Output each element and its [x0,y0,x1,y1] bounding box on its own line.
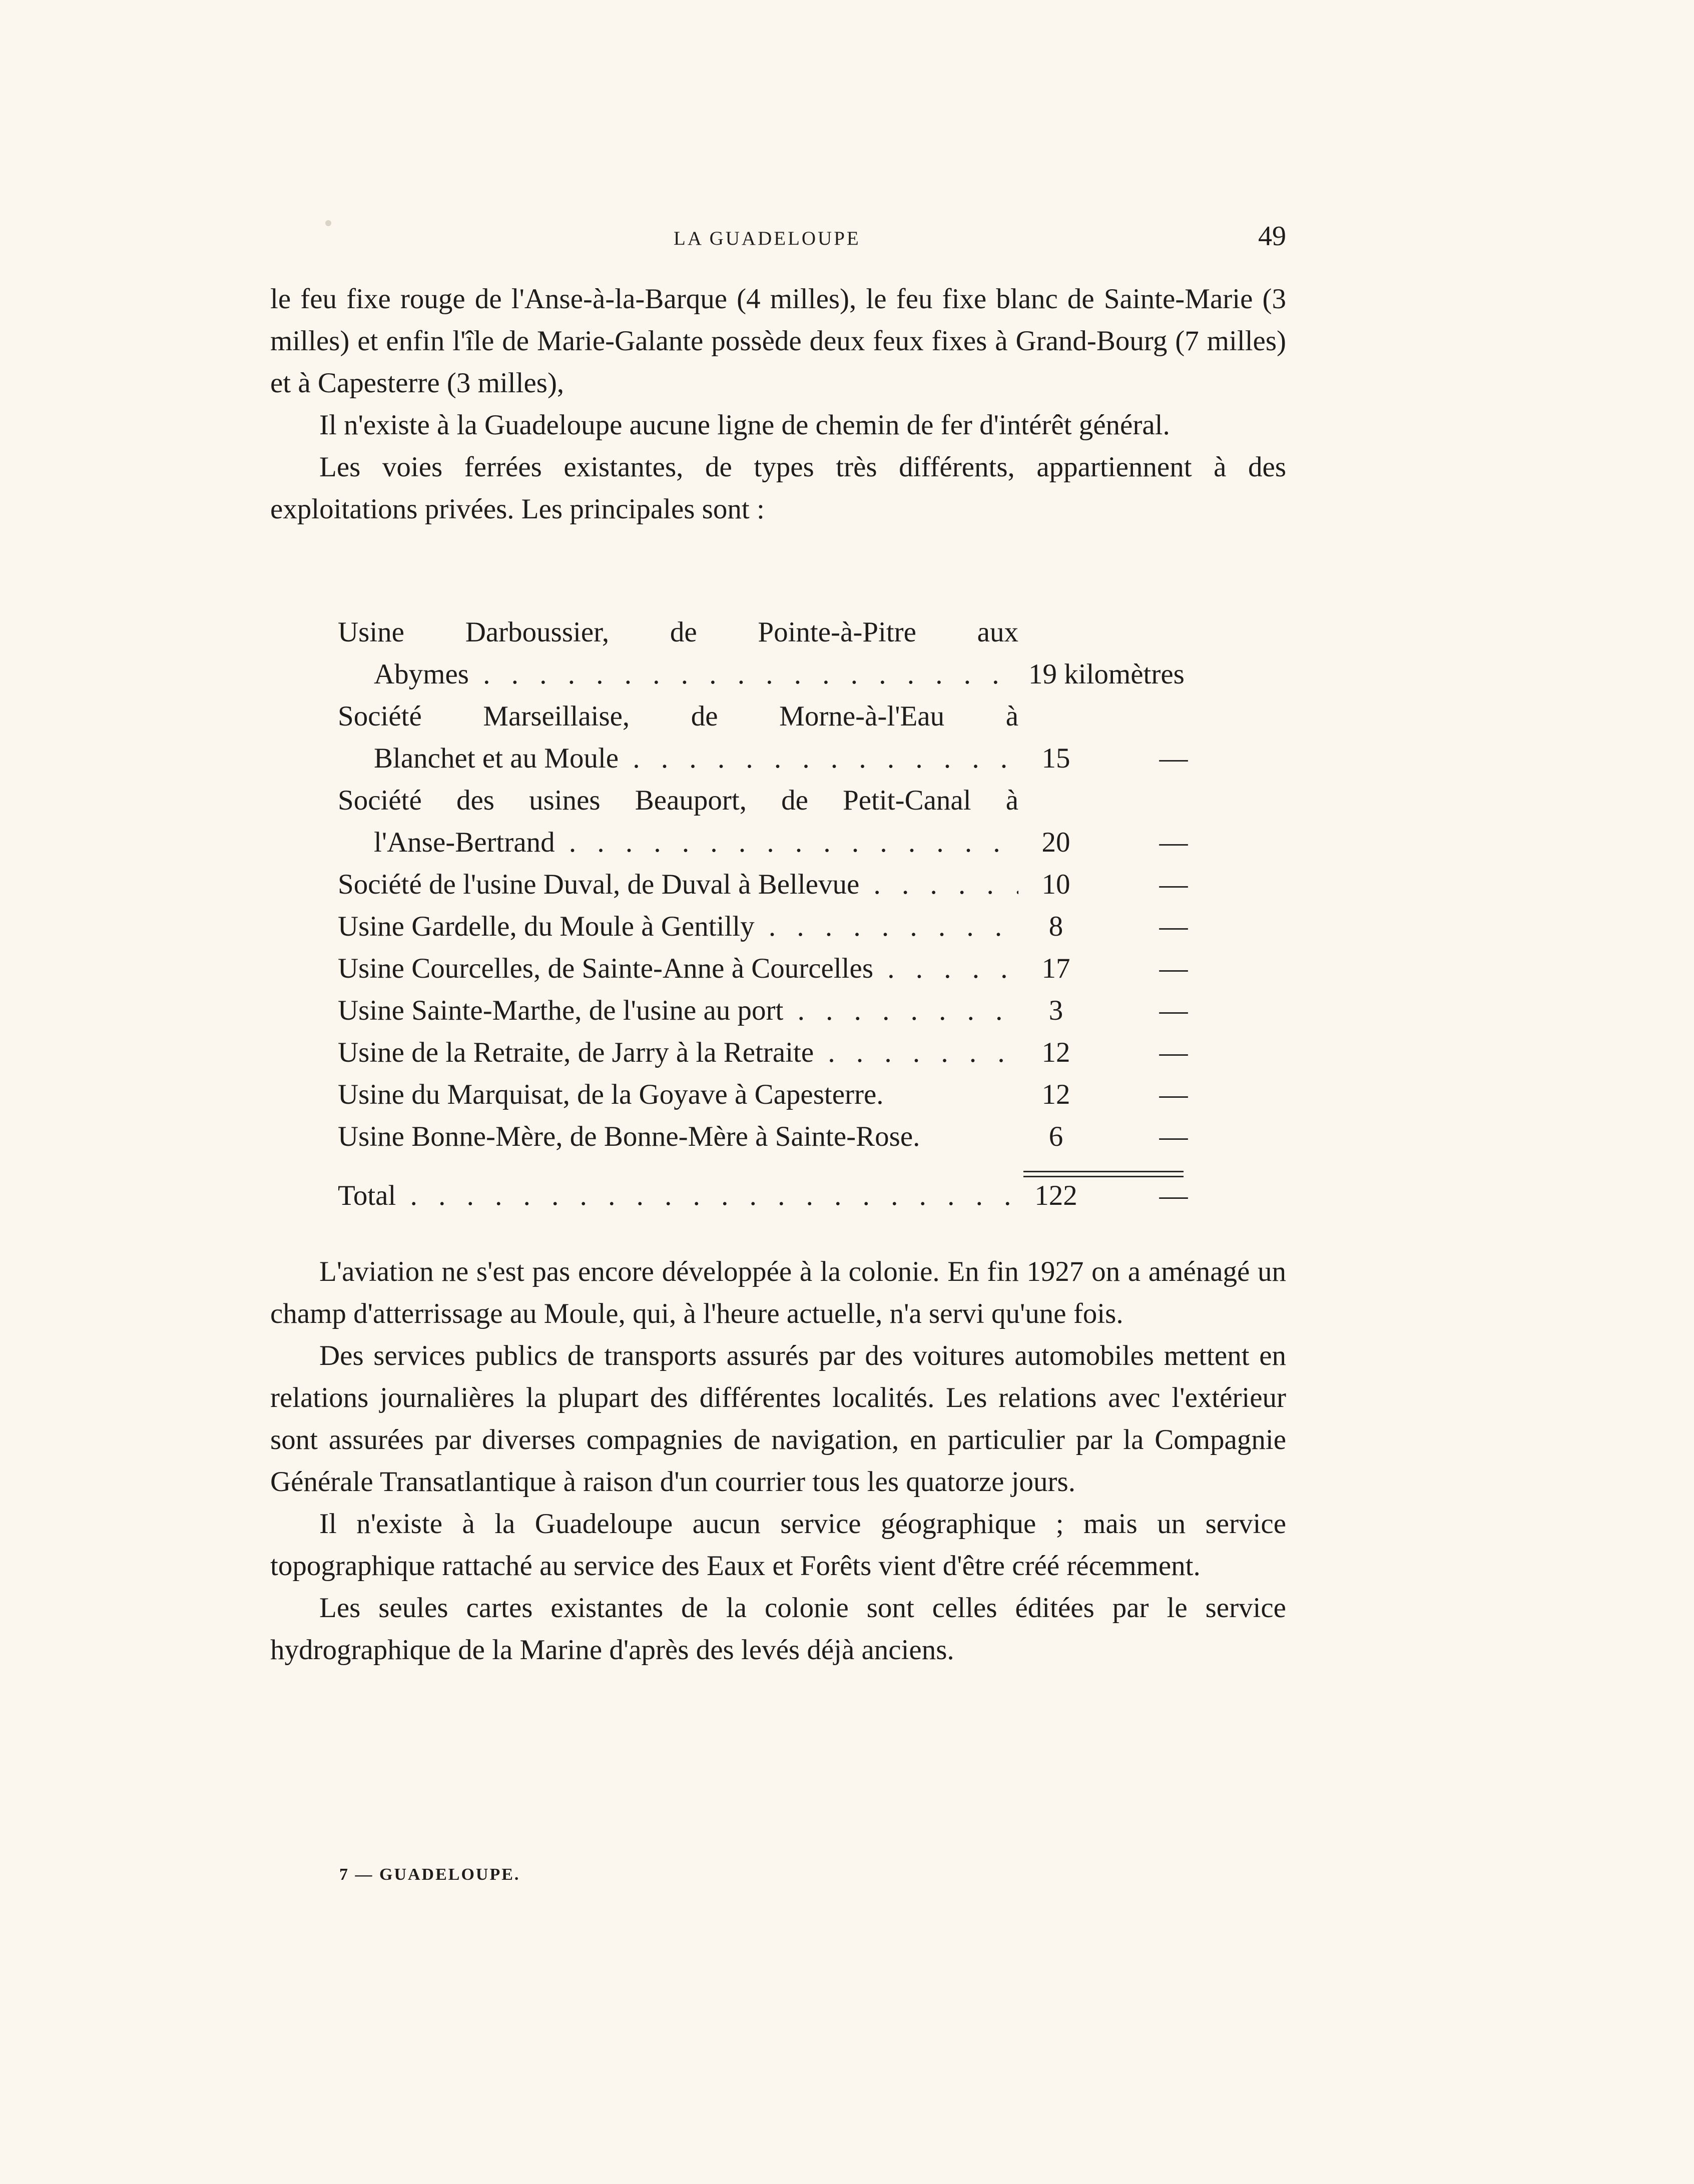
row-km: 3 [1048,995,1063,1026]
total-rule [1023,1171,1184,1172]
row-name: Usine Courcelles, de Sainte-Anne à Courcelles . . . [338,948,1018,990]
row-km: 15 [1041,743,1070,774]
row-name-cont: Blanchet et au Moule . . . [374,738,1018,780]
table-row [338,990,1264,1032]
paragraph-no-railway: Il n'existe à la Guadeloupe aucune ligne de chemin de fer d'intérêt général. [319,409,1170,441]
intro-text [270,278,1286,530]
paragraph-lighthouses: le feu fixe rouge de l'Anse-à-la-Barque (4 milles), le feu fixe blanc de Sainte-Marie (3 milles) et enfin l'île de Marie-Galante possède deux feux fixes à Grand-Bourg (7 milles) et à Capesterre (3 milles), [270,283,1286,399]
row-km-unit: 19 kilomètres [1028,658,1185,690]
table-row [338,695,1264,738]
row-name-cont: l'Anse-Bertrand . . . [374,822,1018,864]
table-row [338,738,1264,780]
paragraph-aviation: L'aviation ne s'est pas encore développée à la colonie. En fin 1927 on a aménagé un champ d'atterrissage au Moule, qui, à l'heure actuelle, n'a servi qu'une fois. [270,1256,1286,1329]
page-number: 49 [1258,221,1286,252]
table-row [338,1116,1264,1158]
row-dash: — [1159,1037,1188,1068]
printer-signature: 7 — GUADELOUPE. [339,1865,520,1884]
row-name: Société de l'usine Duval, de Duval à Bellevue . . . [338,864,1018,906]
row-name: Usine du Marquisat, de la Goyave à Capesterre. [338,1079,884,1110]
row-name: Société des usines Beauport, de Petit-Canal à [338,785,1018,816]
table-row [338,1074,1264,1116]
total-label: Total . . . [338,1175,1018,1217]
paragraph-private-lines: Les voies ferrées existantes, de types très différents, appartiennent à des exploitations privées. Les principales sont : [270,451,1286,525]
paragraph-topography: Il n'existe à la Guadeloupe aucun service géographique ; mais un service topographique rattaché au service des Eaux et Forêts vient d'être créé récemment. [270,1508,1286,1582]
row-name: Usine Bonne-Mère, de Bonne-Mère à Sainte-Rose. [338,1121,920,1152]
row-km: 17 [1041,953,1070,984]
running-title: LA GUADELOUPE [674,228,861,249]
total-rule-double [1023,1176,1184,1177]
row-dash: — [1159,1121,1188,1152]
paragraph-transport: Des services publics de transports assurés par des voitures automobiles mettent en relations journalières la plupart des différentes localités. Les relations avec l'extérieur sont assurées par diverses compagnies de navigation, en particulier par la Compagnie Générale Transatlantique à raison d'un courrier tous les quatorze jours. [270,1340,1286,1498]
row-dash: — [1159,743,1188,774]
table-row [338,822,1264,864]
total-km: 122 [1034,1180,1077,1211]
table-row [338,1032,1264,1074]
row-dash: — [1159,1180,1188,1211]
table-row [338,611,1264,653]
railway-table [338,611,1264,1217]
row-name-cont: Abymes . . . [374,653,1018,695]
row-dash: — [1159,995,1188,1026]
row-name: Société Marseillaise, de Morne-à-l'Eau à [338,700,1018,732]
row-km: 6 [1048,1121,1063,1152]
table-row [338,864,1264,906]
row-name: Usine Darboussier, de Pointe-à-Pitre aux [338,616,1018,648]
row-name: Usine Gardelle, du Moule à Gentilly . . . [338,906,1018,948]
row-dash: — [1159,911,1188,942]
total-row [338,1175,1264,1217]
row-dash: — [1159,953,1188,984]
row-km: 8 [1048,911,1063,942]
running-header [0,220,1694,255]
row-name: Usine Sainte-Marthe, de l'usine au port . . . [338,990,1018,1032]
paragraph-maps: Les seules cartes existantes de la colonie sont celles éditées par le service hydrographique de la Marine d'après des levés déjà anciens. [270,1592,1286,1666]
row-km: 10 [1041,869,1070,900]
row-km: 12 [1041,1079,1070,1110]
row-km: 12 [1041,1037,1070,1068]
row-name: Usine de la Retraite, de Jarry à la Retraite . . . [338,1032,1018,1074]
closing-text [270,1251,1286,1671]
row-km: 20 [1041,827,1070,858]
row-dash: — [1159,869,1188,900]
table-row [338,906,1264,948]
row-dash: — [1159,1079,1188,1110]
table-row [338,780,1264,822]
table-row [338,948,1264,990]
table-row [338,653,1264,695]
row-dash: — [1159,827,1188,858]
